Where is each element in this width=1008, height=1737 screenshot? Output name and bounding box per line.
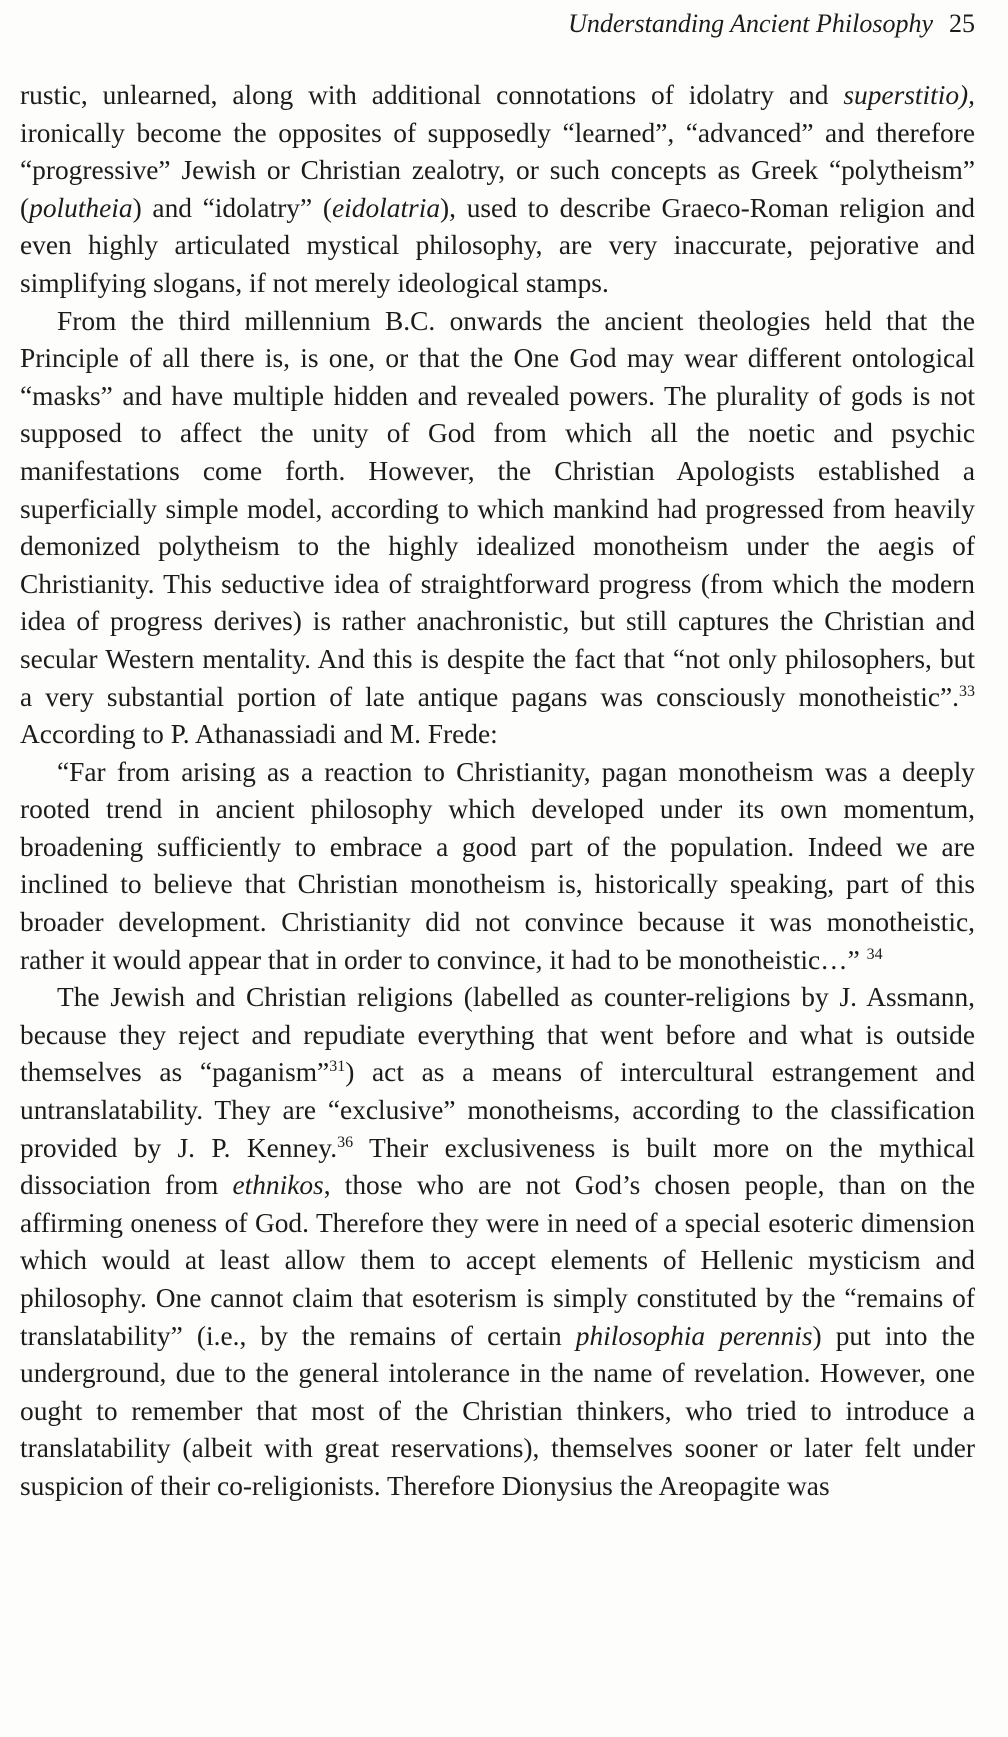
text-segment: According to P. Athanassiadi and M. Frede: (20, 719, 498, 750)
text-segment: ironically become the opposites of supposedly “learned”, “advanced” and therefore “progressive” Jewish or Christian zealotry, or such concepts as Greek “polytheism” ( (20, 117, 975, 223)
text-segment: “Far from arising as a reaction to Christianity, pagan monotheism was a deeply rooted trend in ancient philosophy which developed under its own momentum, broadening sufficiently to embrace a good part of the population. Indeed we are inclined to believe that Christian monotheism is, historically speaking, part of this broader development. Christianity did not convince because it was monotheistic, rather it would appear that in order to convince, it had to be monotheistic…” (20, 756, 975, 975)
text-segment: , those who are not God’s chosen people, than on the affirming oneness of God. Therefore they were in need of a special esoteric dimension which would at least allow them to accept elements of Hellenic mysticism and philosophy. One cannot claim that esoterism is simply constituted by the “remains of translatability” (i.e., by the remains of certain (20, 1170, 976, 1351)
text-segment: From the third millennium B.C. onwards the ancient theologies held that the Principle of all there is, is one, or that the One God may wear different ontological “masks” and have multiple hidden and revealed powers. The plurality of gods is not supposed to affect the unity of God from which all the noetic and psychic manifestations come forth. However, the Christian Apologists established a superficially simple model, according to which mankind had progressed from heavily demonized polytheism to the highly idealized monotheism under the aegis of Christianity. This seductive idea of straightforward progress (from which the modern idea of progress derives) is rather anachronistic, but still captures the Christian and secular Western mentality. And this is despite the fact that “not only philosophers, but a very substantial portion of late antique pagans was consciously monotheistic”. (20, 305, 975, 712)
text-segment: The Jewish and Christian religions (labelled as counter-religions by J. Assmann, because they reject and repudiate everything that went before and what is outside themselves as “paganism” (20, 982, 975, 1088)
text-segment: ) put into the underground, due to the general intolerance in the name of revelation. However, one ought to remember that most of the Christian thinkers, who tried to introduce a translatability (albeit with great reservations), themselves sooner or later felt under suspicion of their co-religionists. Therefore Dionysius the Areopagite was (20, 1320, 975, 1501)
text-segment: rustic, unlearned, along with additional connotations of idolatry and (20, 80, 844, 110)
text-segment: ), used to describe Graeco-Roman religion and even highly articulated mystical philosophy, are very inaccurate, pejorative and simplifying slogans, if not merely ideological stamps. (20, 192, 975, 298)
footnote-ref: 31 (329, 1058, 346, 1076)
italic-term: superstitio), (843, 80, 975, 110)
paragraph (20, 303, 975, 754)
text-segment: ) and “idolatry” ( (132, 192, 332, 223)
italic-term: philosophia perennis (575, 1320, 813, 1351)
text-segment: ) act as a means of intercultural estrangement and untranslatability. They are “exclusive” monotheisms, according to the classification provided by J. P. Kenney. (20, 1057, 975, 1163)
footnote-ref: 33 (959, 682, 975, 700)
paragraph (20, 754, 975, 980)
body-text (20, 77, 975, 1506)
page-number: 25 (949, 9, 975, 38)
paragraph (20, 979, 975, 1505)
running-title: Understanding Ancient Philosophy (568, 9, 933, 38)
italic-term: ethnikos (232, 1170, 324, 1201)
italic-term: polutheia (29, 192, 133, 223)
footnote-ref: 36 (337, 1133, 354, 1151)
paragraph (20, 77, 975, 303)
italic-term: eidolatria (331, 192, 441, 223)
text-segment: Their exclusiveness is built more on the mythical dissociation from (20, 1132, 975, 1201)
page-header (568, 4, 975, 44)
footnote-ref: 34 (866, 945, 883, 963)
